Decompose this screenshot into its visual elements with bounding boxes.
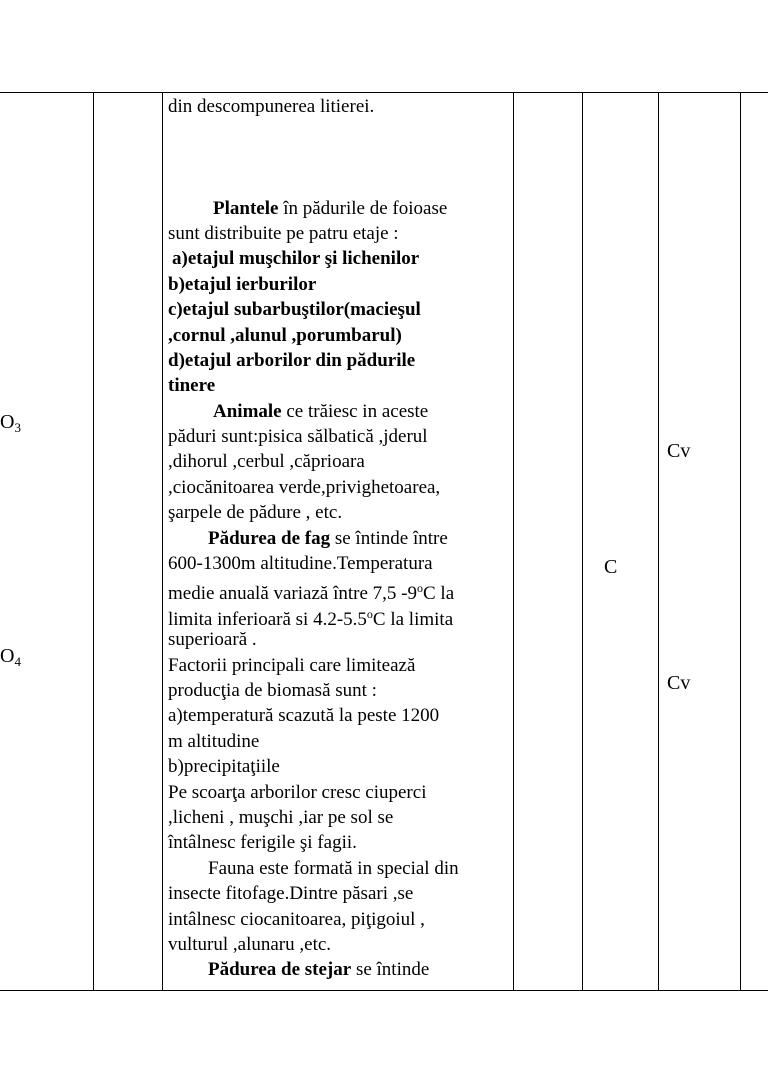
content-line: Factorii principali care limitează [168, 654, 416, 676]
content-line: insecte fitofage.Dintre păsari ,se [168, 883, 414, 905]
content-line: m altitudine [168, 730, 260, 752]
blank-line [168, 145, 512, 170]
content-line: ,dihorul ,cerbul ,căprioara [168, 451, 365, 473]
column-divider-1 [93, 92, 94, 991]
heading-animale: Animale [213, 400, 282, 422]
content-line: superioară . [168, 629, 257, 651]
content-line: întâlnesc ferigile şi fagii. [168, 832, 357, 854]
content-line: b)precipitaţiile [168, 756, 280, 778]
objective-label-o4: $O_4$ [0, 645, 21, 669]
resource-label-cv-1: Cv [667, 440, 691, 462]
content-line: b)etajul ierburilor [168, 273, 317, 295]
column-divider-6 [740, 92, 741, 991]
method-label-c: C [604, 556, 618, 578]
content-line: a)temperatură scazută la peste 1200 [168, 705, 440, 727]
content-line: ,cornul ,alunul ,porumbarul) [168, 324, 402, 346]
column-divider-2 [162, 92, 163, 991]
heading-plantele: Plantele [213, 197, 279, 219]
content-line: d)etajul arborilor din pădurile [168, 349, 416, 371]
content-line: ,licheni , muşchi ,iar pe sol se [168, 806, 394, 828]
column-divider-5 [658, 92, 659, 991]
heading-padurea-de-stejar: Pădurea de stejar [208, 959, 352, 981]
resource-label-cv-2: Cv [667, 672, 691, 694]
content-line: tinere [168, 375, 216, 397]
content-line: limita inferioară si 4.2-5.5$^o$C la limita [168, 606, 454, 630]
content-line: producţia de biomasă sunt : [168, 679, 377, 701]
blank-line [168, 119, 512, 144]
content-line: din descompunerea litierei. [168, 96, 375, 117]
column-divider-4 [582, 92, 583, 991]
content-line: păduri sunt:pisica sălbatică ,jderul [168, 426, 428, 448]
content-line: Pădurea de fag se întinde între [208, 527, 448, 549]
content-line: vulturul ,alunaru ,etc. [168, 933, 332, 955]
content-line: Plantele în pădurile de foioase [213, 197, 448, 219]
content-line: Animale ce trăiesc in aceste [213, 400, 429, 422]
content-line: a)etajul muşchilor şi lichenilor [172, 248, 420, 270]
column-divider-3 [513, 92, 514, 991]
table-top-border [0, 92, 768, 93]
content-line: Pădurea de stejar se întinde [208, 959, 430, 981]
content-line: intâlnesc ciocanitoarea, piţigoiul , [168, 908, 425, 930]
objective-label-o3: $O_3$ [0, 411, 21, 435]
table-bottom-border [0, 990, 768, 991]
content-line: sunt distribuite pe patru etaje : [168, 222, 399, 244]
content-line: Pe scoarţa arborilor cresc ciuperci [168, 781, 427, 803]
content-line: Fauna este formată in special din [208, 857, 459, 879]
content-line: ,ciocănitoarea verde,privighetoarea, [168, 476, 441, 498]
content-cell [168, 94, 512, 983]
content-line: c)etajul subarbuştilor(macieşul [168, 299, 421, 321]
heading-padurea-de-fag: Pădurea de fag [208, 527, 331, 549]
content-line: 600-1300m altitudine.Temperatura [168, 553, 433, 575]
blank-line [168, 170, 512, 195]
content-line: şarpele de pădure , etc. [168, 502, 343, 524]
content-line: medie anuală variază între 7,5 -9$^o$C la [168, 581, 455, 605]
